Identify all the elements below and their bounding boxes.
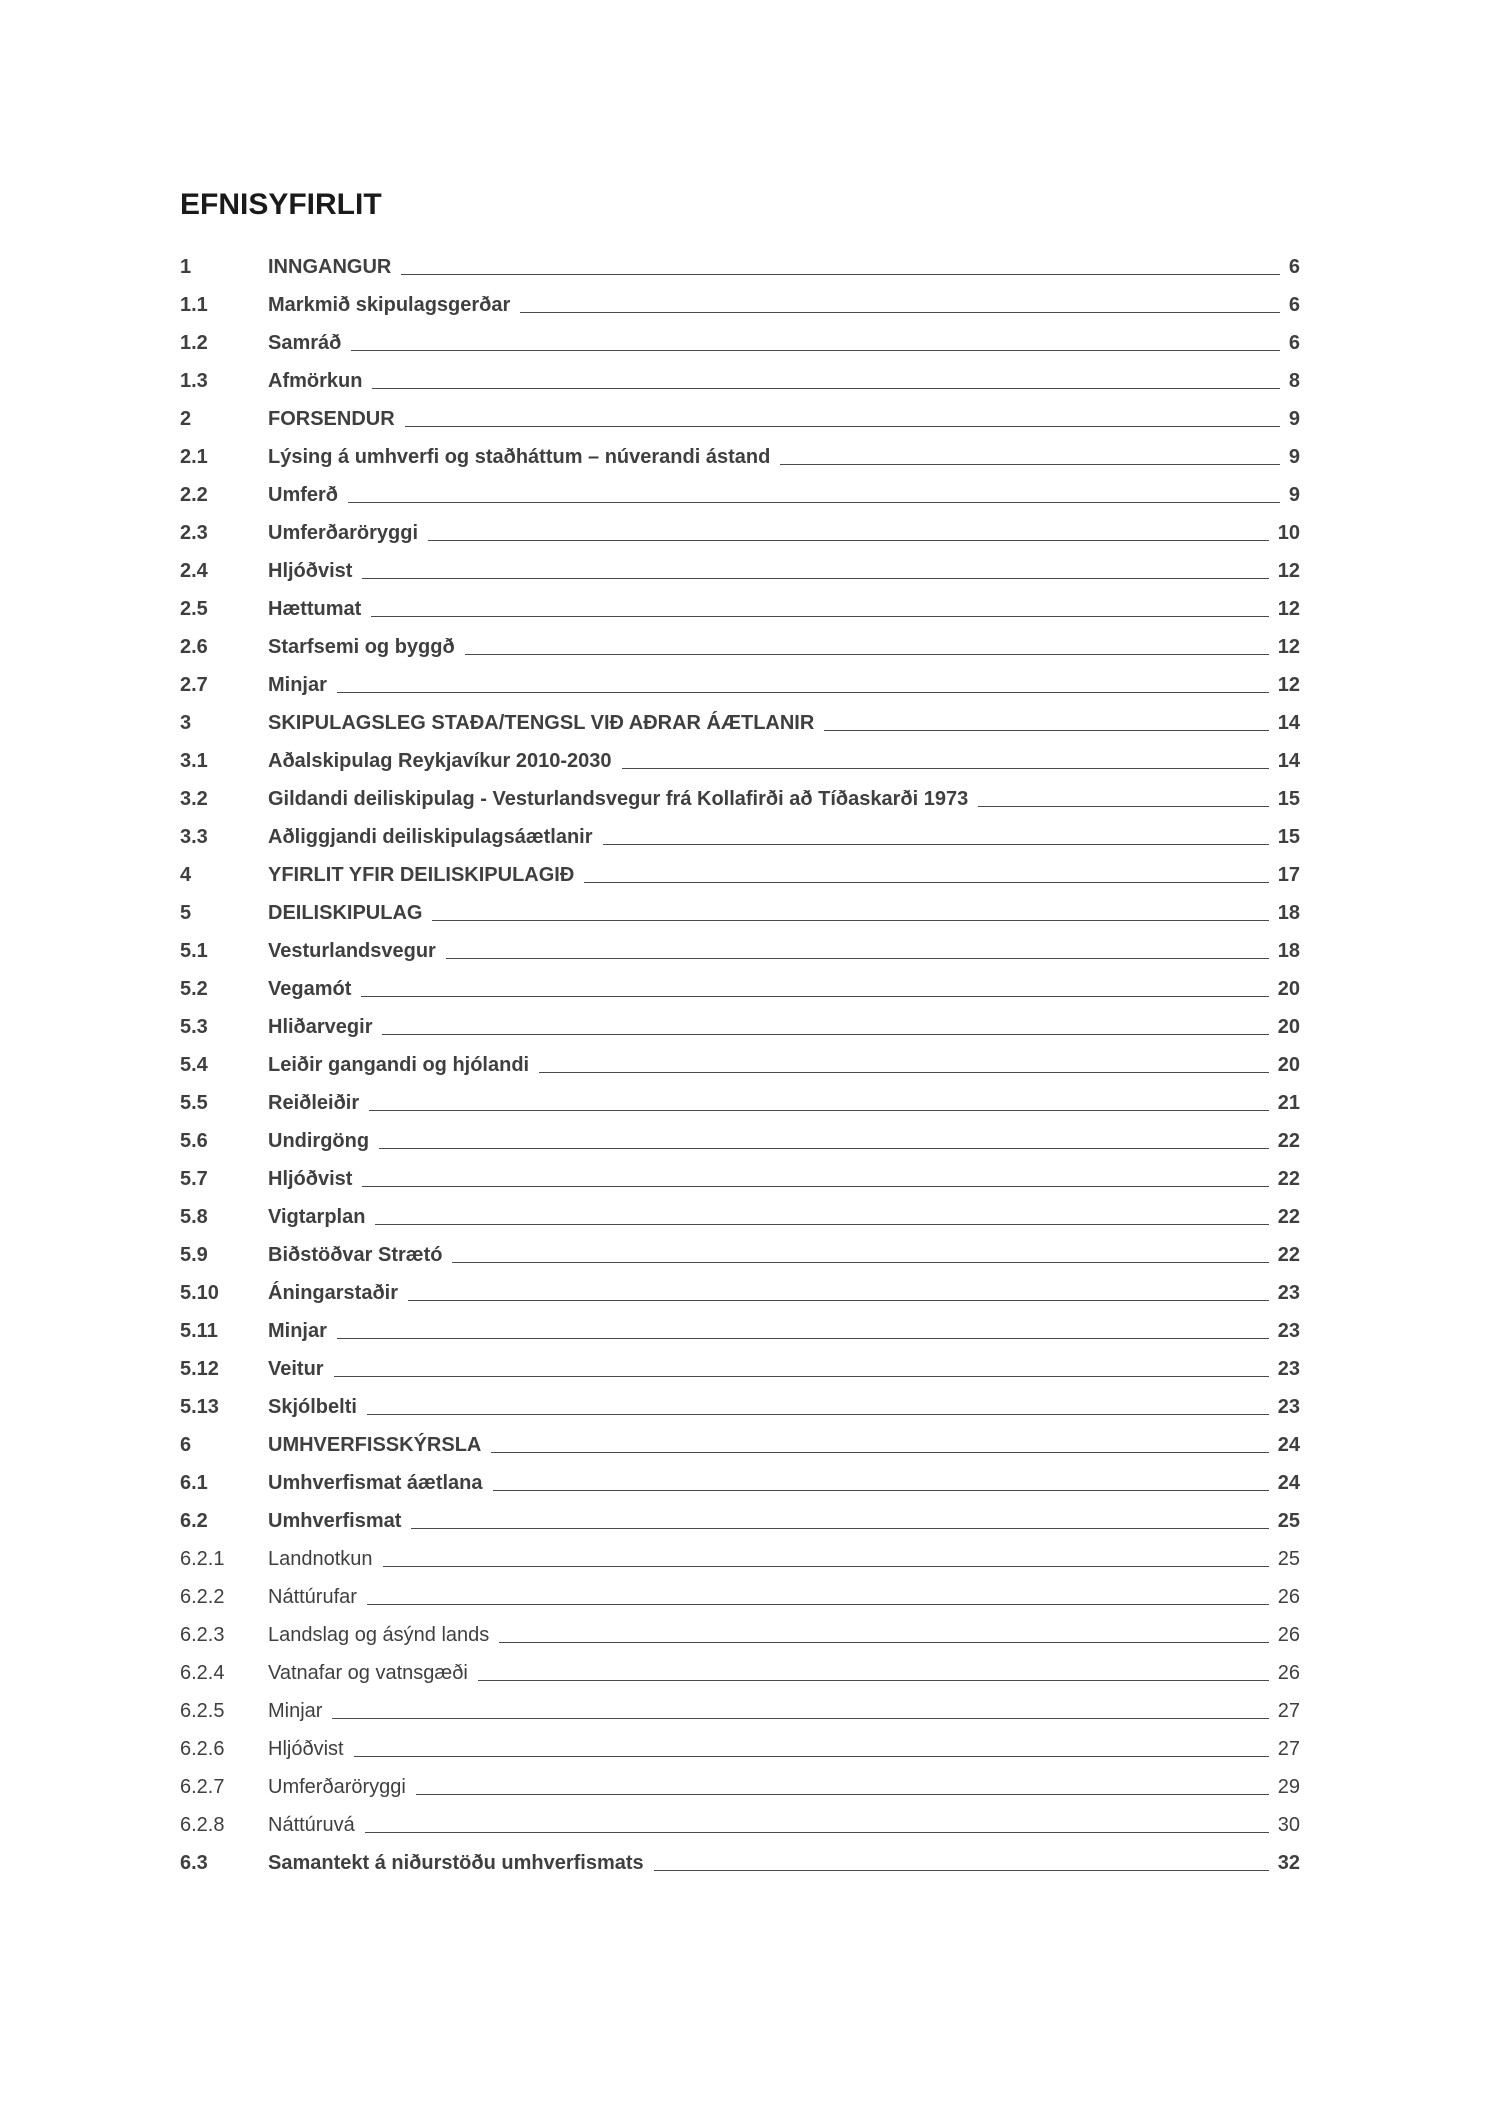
toc-entry-page: 26: [1277, 1586, 1300, 1608]
toc-leader-line: [365, 1832, 1269, 1833]
toc-entry-number: 3.3: [180, 826, 208, 848]
toc-entry-number: 6.2.8: [180, 1814, 225, 1836]
toc-leader-line: [499, 1642, 1268, 1643]
toc-entry-page: 20: [1277, 1054, 1300, 1076]
toc-entry-page: 29: [1277, 1776, 1300, 1798]
toc-entry-number: 3.1: [180, 750, 208, 772]
toc-entry-page: 12: [1277, 560, 1300, 582]
toc-leader-line: [372, 388, 1279, 389]
toc-entry-page: 9: [1288, 484, 1300, 506]
toc-entry-number: 3.2: [180, 788, 208, 810]
toc-row: [180, 1464, 1300, 1502]
toc-entry-number: 1.1: [180, 294, 208, 316]
toc-entry-number: 5: [180, 902, 192, 924]
toc-leader-line: [416, 1794, 1269, 1795]
toc-row: [180, 1502, 1300, 1540]
toc-entry-page: 27: [1277, 1738, 1300, 1760]
toc-leader-line: [428, 540, 1269, 541]
toc-entry-title: Minjar: [268, 1700, 323, 1722]
toc-row: [180, 666, 1300, 704]
toc-entry-number: 5.4: [180, 1054, 208, 1076]
toc-entry-number: 5.2: [180, 978, 208, 1000]
toc-leader-line: [371, 616, 1268, 617]
toc-entry-title: Gildandi deiliskipulag - Vesturlandsvegur frá Kollafirði að Tíðaskarði 1973: [268, 788, 969, 810]
toc-leader-line: [332, 1718, 1268, 1719]
toc-entry-title: YFIRLIT YFIR DEILISKIPULAGIÐ: [268, 864, 575, 886]
toc-entry-title: INNGANGUR: [268, 256, 392, 278]
toc-entry-number: 5.7: [180, 1168, 208, 1190]
toc-leader-line: [367, 1414, 1269, 1415]
toc-row: [180, 1388, 1300, 1426]
toc-row: [180, 780, 1300, 818]
toc-leader-line: [401, 274, 1280, 275]
toc-leader-line: [603, 844, 1269, 845]
toc-entry-number: 5.13: [180, 1396, 219, 1418]
toc-row: [180, 438, 1300, 476]
toc-entry-page: 14: [1277, 712, 1300, 734]
toc-row: [180, 1008, 1300, 1046]
toc-entry-title: Landslag og ásýnd lands: [268, 1624, 490, 1646]
toc-row: [180, 1274, 1300, 1312]
toc-entry-title: Landnotkun: [268, 1548, 373, 1570]
toc-entry-title: Hljóðvist: [268, 1738, 344, 1760]
toc-leader-line: [367, 1604, 1269, 1605]
toc-leader-line: [584, 882, 1268, 883]
toc-entry-page: 22: [1277, 1206, 1300, 1228]
toc-entry-page: 32: [1277, 1852, 1300, 1874]
toc-entry-title: DEILISKIPULAG: [268, 902, 423, 924]
toc-leader-line: [351, 350, 1280, 351]
toc-entry-number: 1: [180, 256, 192, 278]
toc-leader-line: [520, 312, 1280, 313]
toc-entry-number: 1.3: [180, 370, 208, 392]
toc-entry-number: 3: [180, 712, 192, 734]
toc-leader-line: [622, 768, 1269, 769]
toc-entry-page: 24: [1277, 1472, 1300, 1494]
toc-entry-page: 26: [1277, 1662, 1300, 1684]
toc-row: [180, 1692, 1300, 1730]
toc-entry-title: Starfsemi og byggð: [268, 636, 455, 658]
toc-entry-number: 6.2: [180, 1510, 208, 1532]
toc-entry-number: 2.6: [180, 636, 208, 658]
toc-entry-number: 5.5: [180, 1092, 208, 1114]
toc-entry-title: Náttúrufar: [268, 1586, 357, 1608]
toc-entry-title: Veitur: [268, 1358, 324, 1380]
toc-entry-number: 5.9: [180, 1244, 208, 1266]
toc-entry-title: Áningarstaðir: [268, 1282, 399, 1304]
toc-leader-line: [465, 654, 1269, 655]
toc-leader-line: [369, 1110, 1269, 1111]
toc-leader-line: [491, 1452, 1268, 1453]
toc-leader-line: [408, 1300, 1269, 1301]
toc-leader-line: [478, 1680, 1269, 1681]
toc-leader-line: [375, 1224, 1268, 1225]
toc-row: [180, 894, 1300, 932]
toc-entry-number: 5.1: [180, 940, 208, 962]
toc-entry-title: Vatnafar og vatnsgæði: [268, 1662, 468, 1684]
toc-row: [180, 362, 1300, 400]
toc-entry-number: 5.6: [180, 1130, 208, 1152]
toc-leader-line: [978, 806, 1269, 807]
toc-entry-title: Aðalskipulag Reykjavíkur 2010-2030: [268, 750, 612, 772]
toc-entry-title: Umferð: [268, 484, 339, 506]
toc-leader-line: [493, 1490, 1269, 1491]
toc-entry-page: 15: [1277, 826, 1300, 848]
toc-row: [180, 704, 1300, 742]
toc-entry-number: 5.10: [180, 1282, 219, 1304]
toc-row: [180, 1122, 1300, 1160]
toc-entry-page: 17: [1277, 864, 1300, 886]
toc-entry-number: 6.3: [180, 1852, 208, 1874]
toc-entry-page: 22: [1277, 1244, 1300, 1266]
toc-entry-number: 6: [180, 1434, 192, 1456]
toc-entry-title: Reiðleiðir: [268, 1092, 360, 1114]
toc-entry-number: 6.2.1: [180, 1548, 225, 1570]
toc-entry-page: 8: [1288, 370, 1300, 392]
toc-leader-line: [362, 1186, 1268, 1187]
toc-row: [180, 514, 1300, 552]
toc-row: [180, 590, 1300, 628]
toc-leader-line: [334, 1376, 1269, 1377]
toc-row: [180, 1312, 1300, 1350]
toc-leader-line: [348, 502, 1280, 503]
toc-leader-line: [452, 1262, 1268, 1263]
toc-entry-title: Hættumat: [268, 598, 362, 620]
toc-entry-title: Skjólbelti: [268, 1396, 357, 1418]
toc-entry-page: 10: [1277, 522, 1300, 544]
toc-entry-page: 23: [1277, 1282, 1300, 1304]
toc-row: [180, 1350, 1300, 1388]
toc-leader-line: [382, 1034, 1268, 1035]
toc-leader-line: [337, 692, 1269, 693]
toc-entry-number: 5.8: [180, 1206, 208, 1228]
toc-entry-number: 6.2.6: [180, 1738, 225, 1760]
toc-entry-number: 4: [180, 864, 192, 886]
toc-entry-page: 23: [1277, 1358, 1300, 1380]
toc-row: [180, 742, 1300, 780]
toc-leader-line: [354, 1756, 1269, 1757]
toc-entry-page: 23: [1277, 1320, 1300, 1342]
toc-entry-page: 21: [1277, 1092, 1300, 1114]
toc-row: [180, 1540, 1300, 1578]
toc-entry-title: Minjar: [268, 1320, 327, 1342]
toc-leader-line: [379, 1148, 1269, 1149]
toc-entry-title: Vigtarplan: [268, 1206, 366, 1228]
toc-entry-page: 22: [1277, 1168, 1300, 1190]
toc-entry-page: 25: [1277, 1548, 1300, 1570]
toc-leader-line: [383, 1566, 1269, 1567]
toc-entry-page: 24: [1277, 1434, 1300, 1456]
toc-entry-page: 12: [1277, 674, 1300, 696]
toc-entry-number: 5.11: [180, 1320, 218, 1342]
toc-entry-title: Hliðarvegir: [268, 1016, 373, 1038]
toc-entry-number: 6.2.5: [180, 1700, 225, 1722]
toc-entry-title: UMHVERFISSKÝRSLA: [268, 1434, 482, 1456]
toc-entry-page: 14: [1277, 750, 1300, 772]
toc-row: [180, 286, 1300, 324]
toc-row: [180, 1046, 1300, 1084]
toc-row: [180, 324, 1300, 362]
toc-entry-page: 6: [1288, 256, 1300, 278]
toc-row: [180, 856, 1300, 894]
toc-entry-page: 9: [1288, 446, 1300, 468]
toc-leader-line: [539, 1072, 1269, 1073]
toc-row: [180, 400, 1300, 438]
toc-heading: EFNISYFIRLIT: [180, 188, 382, 221]
toc-entry-title: Hljóðvist: [268, 560, 353, 582]
toc-leader-line: [361, 996, 1268, 997]
toc-row: [180, 552, 1300, 590]
toc-entry-page: 27: [1277, 1700, 1300, 1722]
toc-entry-title: Undirgöng: [268, 1130, 370, 1152]
toc-leader-line: [362, 578, 1268, 579]
toc-entry-page: 26: [1277, 1624, 1300, 1646]
toc-entry-title: Leiðir gangandi og hjólandi: [268, 1054, 530, 1076]
toc-row: [180, 1084, 1300, 1122]
toc-list: [180, 248, 1300, 1882]
toc-entry-title: Samantekt á niðurstöðu umhverfismats: [268, 1852, 644, 1874]
toc-entry-title: Biðstöðvar Strætó: [268, 1244, 443, 1266]
toc-entry-page: 12: [1277, 598, 1300, 620]
toc-entry-number: 2.5: [180, 598, 208, 620]
toc-entry-page: 18: [1277, 902, 1300, 924]
toc-row: [180, 1806, 1300, 1844]
toc-row: [180, 970, 1300, 1008]
toc-entry-page: 12: [1277, 636, 1300, 658]
toc-leader-line: [824, 730, 1268, 731]
toc-entry-number: 5.12: [180, 1358, 219, 1380]
toc-row: [180, 1578, 1300, 1616]
toc-entry-number: 6.1: [180, 1472, 208, 1494]
toc-entry-title: SKIPULAGSLEG STAÐA/TENGSL VIÐ AÐRAR ÁÆTLANIR: [268, 712, 815, 734]
toc-row: [180, 628, 1300, 666]
toc-entry-title: Vesturlandsvegur: [268, 940, 436, 962]
toc-entry-page: 6: [1288, 332, 1300, 354]
toc-entry-title: Samráð: [268, 332, 342, 354]
toc-entry-page: 23: [1277, 1396, 1300, 1418]
toc-entry-page: 22: [1277, 1130, 1300, 1152]
toc-entry-number: 2.7: [180, 674, 208, 696]
toc-entry-number: 6.2.3: [180, 1624, 225, 1646]
toc-entry-page: 18: [1277, 940, 1300, 962]
toc-entry-title: FORSENDUR: [268, 408, 395, 430]
toc-row: [180, 1236, 1300, 1274]
toc-entry-title: Umferðaröryggi: [268, 522, 419, 544]
toc-entry-number: 2.2: [180, 484, 208, 506]
toc-row: [180, 932, 1300, 970]
toc-leader-line: [337, 1338, 1269, 1339]
toc-row: [180, 1198, 1300, 1236]
toc-entry-page: 30: [1277, 1814, 1300, 1836]
toc-entry-title: Hljóðvist: [268, 1168, 353, 1190]
toc-leader-line: [446, 958, 1269, 959]
toc-entry-title: Afmörkun: [268, 370, 363, 392]
toc-leader-line: [405, 426, 1280, 427]
toc-row: [180, 1844, 1300, 1882]
toc-entry-page: 9: [1288, 408, 1300, 430]
toc-row: [180, 1426, 1300, 1464]
toc-entry-page: 20: [1277, 1016, 1300, 1038]
toc-leader-line: [432, 920, 1268, 921]
toc-entry-number: 1.2: [180, 332, 208, 354]
toc-entry-title: Náttúruvá: [268, 1814, 355, 1836]
toc-entry-title: Umhverfismat: [268, 1510, 402, 1532]
toc-entry-number: 6.2.4: [180, 1662, 225, 1684]
toc-entry-number: 6.2.7: [180, 1776, 225, 1798]
toc-entry-title: Minjar: [268, 674, 327, 696]
toc-entry-page: 20: [1277, 978, 1300, 1000]
toc-entry-number: 5.3: [180, 1016, 208, 1038]
toc-row: [180, 476, 1300, 514]
toc-row: [180, 1768, 1300, 1806]
toc-row: [180, 1730, 1300, 1768]
toc-entry-page: 15: [1277, 788, 1300, 810]
toc-entry-title: Vegamót: [268, 978, 352, 1000]
toc-entry-number: 2: [180, 408, 192, 430]
toc-row: [180, 1654, 1300, 1692]
toc-entry-title: Markmið skipulagsgerðar: [268, 294, 511, 316]
toc-entry-title: Umferðaröryggi: [268, 1776, 406, 1798]
toc-leader-line: [411, 1528, 1268, 1529]
toc-entry-title: Umhverfismat áætlana: [268, 1472, 483, 1494]
toc-entry-title: Aðliggjandi deiliskipulagsáætlanir: [268, 826, 593, 848]
toc-entry-number: 2.3: [180, 522, 208, 544]
toc-entry-title: Lýsing á umhverfi og staðháttum – núverandi ástand: [268, 446, 771, 468]
toc-leader-line: [654, 1870, 1269, 1871]
toc-row: [180, 1616, 1300, 1654]
toc-entry-number: 2.4: [180, 560, 208, 582]
toc-leader-line: [780, 464, 1280, 465]
toc-row: [180, 818, 1300, 856]
toc-entry-page: 25: [1277, 1510, 1300, 1532]
toc-entry-page: 6: [1288, 294, 1300, 316]
toc-row: [180, 248, 1300, 286]
toc-entry-number: 2.1: [180, 446, 208, 468]
toc-row: [180, 1160, 1300, 1198]
toc-entry-number: 6.2.2: [180, 1586, 225, 1608]
